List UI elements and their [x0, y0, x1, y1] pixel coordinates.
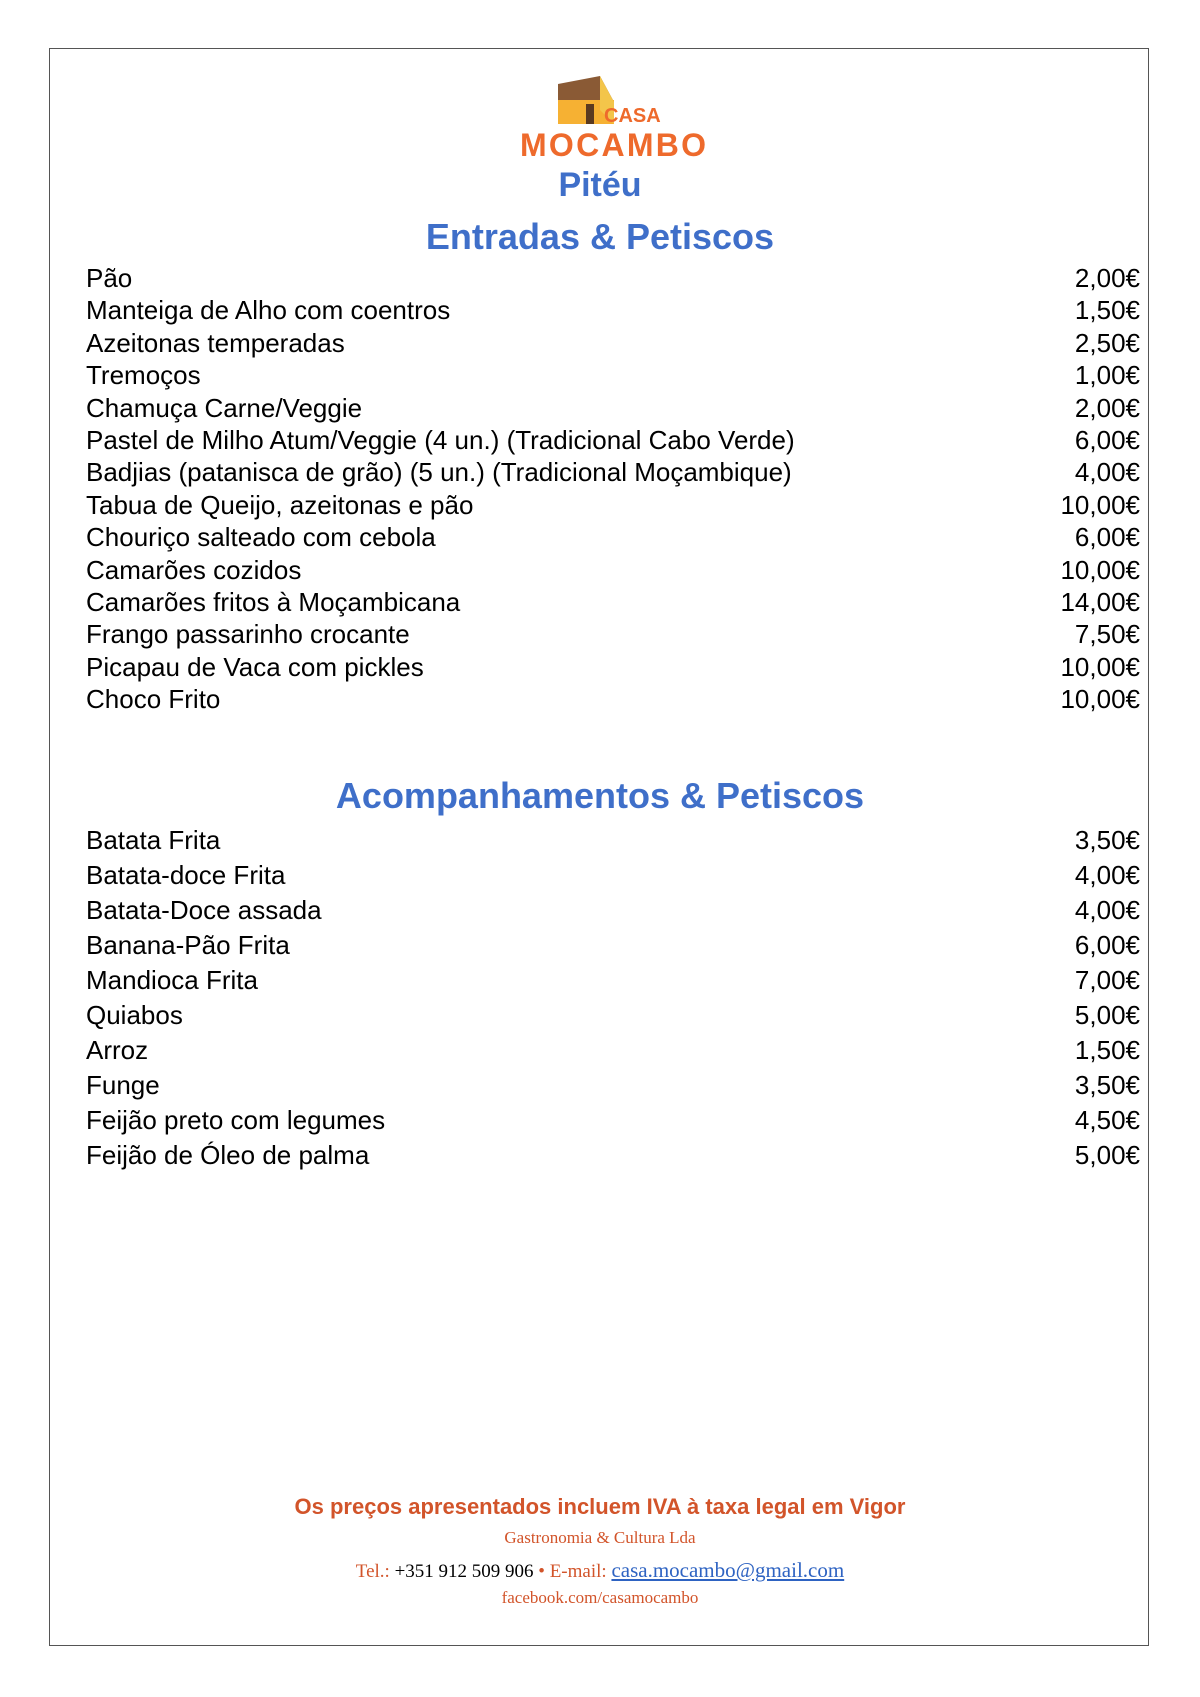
company-name: Gastronomia & Cultura Lda: [504, 1528, 696, 1547]
menu-item-price: 4,00€: [1074, 457, 1140, 488]
menu-item: [86, 359, 1140, 391]
menu-item-price: 4,50€: [1074, 1105, 1140, 1135]
menu-item: [86, 392, 1140, 424]
menu-item-name: Chamuça Carne/Veggie: [86, 392, 363, 423]
menu-item-price: 2,00€: [1074, 263, 1140, 293]
menu-item-price: 10,00€: [1060, 651, 1140, 682]
menu-item-name: Pastel de Milho Atum/Veggie (4 un.) (Tradicional Cabo Verde): [86, 425, 795, 455]
menu-item-name: Tremoços: [86, 360, 201, 391]
menu-item-name: Feijão preto com legumes: [86, 1105, 386, 1135]
menu-item-price: 14,00€: [1060, 587, 1140, 617]
menu-item-price: 4,00€: [1074, 895, 1140, 925]
menu-title: Pitéu: [558, 166, 642, 204]
menu-item: [86, 1104, 1140, 1136]
menu-item: [86, 824, 1140, 856]
menu-item: [86, 894, 1140, 926]
menu-item-name: Manteiga de Alho com coentros: [86, 295, 451, 326]
menu-item: [86, 859, 1140, 891]
menu-item: [86, 1069, 1140, 1101]
menu-item-name: Arroz: [86, 1035, 149, 1065]
menu-item-price: 10,00€: [1060, 554, 1140, 585]
menu-item-name: Azeitonas temperadas: [86, 327, 345, 358]
menu-item-name: Badjias (patanisca de grão) (5 un.) (Tradicional Moçambique): [86, 457, 792, 488]
menu-item-price: 10,00€: [1060, 489, 1140, 520]
menu-item: [86, 929, 1140, 961]
menu-item-price: 6,00€: [1074, 425, 1140, 455]
menu-item: [86, 683, 1140, 715]
menu-item-name: Tabua de Queijo, azeitonas e pão: [86, 489, 474, 520]
menu-item-name: Mandioca Frita: [86, 965, 258, 995]
menu-item-name: Batata Frita: [86, 825, 221, 855]
menu-item: [86, 521, 1140, 553]
menu-item: [86, 424, 1140, 456]
menu-item-price: 1,50€: [1074, 295, 1140, 326]
menu-item-name: Batata-doce Frita: [86, 860, 286, 890]
menu-item: [86, 586, 1140, 618]
menu-item: [86, 327, 1140, 359]
menu-item-name: Funge: [86, 1070, 160, 1100]
menu-item-price: 3,50€: [1074, 1070, 1140, 1100]
vat-note: Os preços apresentados incluem IVA à taxa legal em Vigor: [294, 1494, 906, 1519]
menu-item-name: Choco Frito: [86, 684, 221, 715]
tel-label: Tel.:: [355, 1561, 390, 1582]
menu-item: [86, 618, 1140, 650]
menu-item-name: Banana-Pão Frita: [86, 930, 290, 960]
menu-item-name: Camarões fritos à Moçambicana: [86, 587, 461, 617]
menu-item-name: Feijão de Óleo de palma: [86, 1140, 370, 1170]
menu-item-name: Batata-Doce assada: [86, 895, 322, 925]
facebook-link[interactable]: facebook.com/casamocambo: [501, 1588, 699, 1607]
menu-item: [86, 1139, 1140, 1171]
phone-number: +351 912 509 906: [394, 1561, 534, 1582]
section-heading-entradas: Entradas & Petiscos: [425, 216, 775, 257]
menu-item-price: 7,50€: [1074, 619, 1140, 650]
menu-item-name: Picapau de Vaca com pickles: [86, 651, 424, 682]
email-label: E-mail:: [549, 1561, 607, 1582]
menu-item: [86, 489, 1140, 521]
menu-item-name: Quiabos: [86, 1000, 183, 1030]
menu-item-name: Chouriço salteado com cebola: [86, 522, 436, 553]
menu-item: [86, 999, 1140, 1031]
menu-item-name: Pão: [86, 263, 133, 293]
menu-item-price: 3,50€: [1074, 825, 1140, 855]
menu-item-price: 10,00€: [1060, 684, 1140, 715]
menu-item-name: Camarões cozidos: [86, 554, 302, 585]
separator: •: [538, 1561, 545, 1582]
menu-item: [86, 554, 1140, 586]
menu-item-name: Frango passarinho crocante: [86, 619, 410, 650]
menu-item-price: 7,00€: [1074, 965, 1140, 995]
menu-item: [86, 964, 1140, 996]
contact-line: [0, 1558, 1200, 1583]
menu-item: [86, 651, 1140, 683]
menu-item-price: 5,00€: [1074, 1000, 1140, 1030]
svg-text:CASA: CASA: [604, 105, 661, 127]
menu-item-price: 1,00€: [1074, 360, 1140, 391]
svg-text:MOCAMBO: MOCAMBO: [520, 127, 706, 162]
email-link[interactable]: casa.mocambo@gmail.com: [611, 1558, 845, 1582]
menu-item: [86, 294, 1140, 326]
section-heading-acompanhamentos: Acompanhamentos & Petiscos: [335, 775, 865, 816]
casa-mocambo-logo: [520, 70, 710, 162]
menu-item: [86, 262, 1140, 294]
menu-item-price: 2,50€: [1074, 327, 1140, 358]
menu-item: [86, 1034, 1140, 1066]
menu-item-price: 6,00€: [1074, 930, 1140, 960]
menu-item-price: 6,00€: [1074, 522, 1140, 553]
menu-item-price: 2,00€: [1074, 392, 1140, 423]
menu-item-price: 4,00€: [1074, 860, 1140, 890]
menu-item-price: 1,50€: [1074, 1035, 1140, 1065]
menu-item: [86, 456, 1140, 488]
menu-item-price: 5,00€: [1074, 1140, 1140, 1170]
